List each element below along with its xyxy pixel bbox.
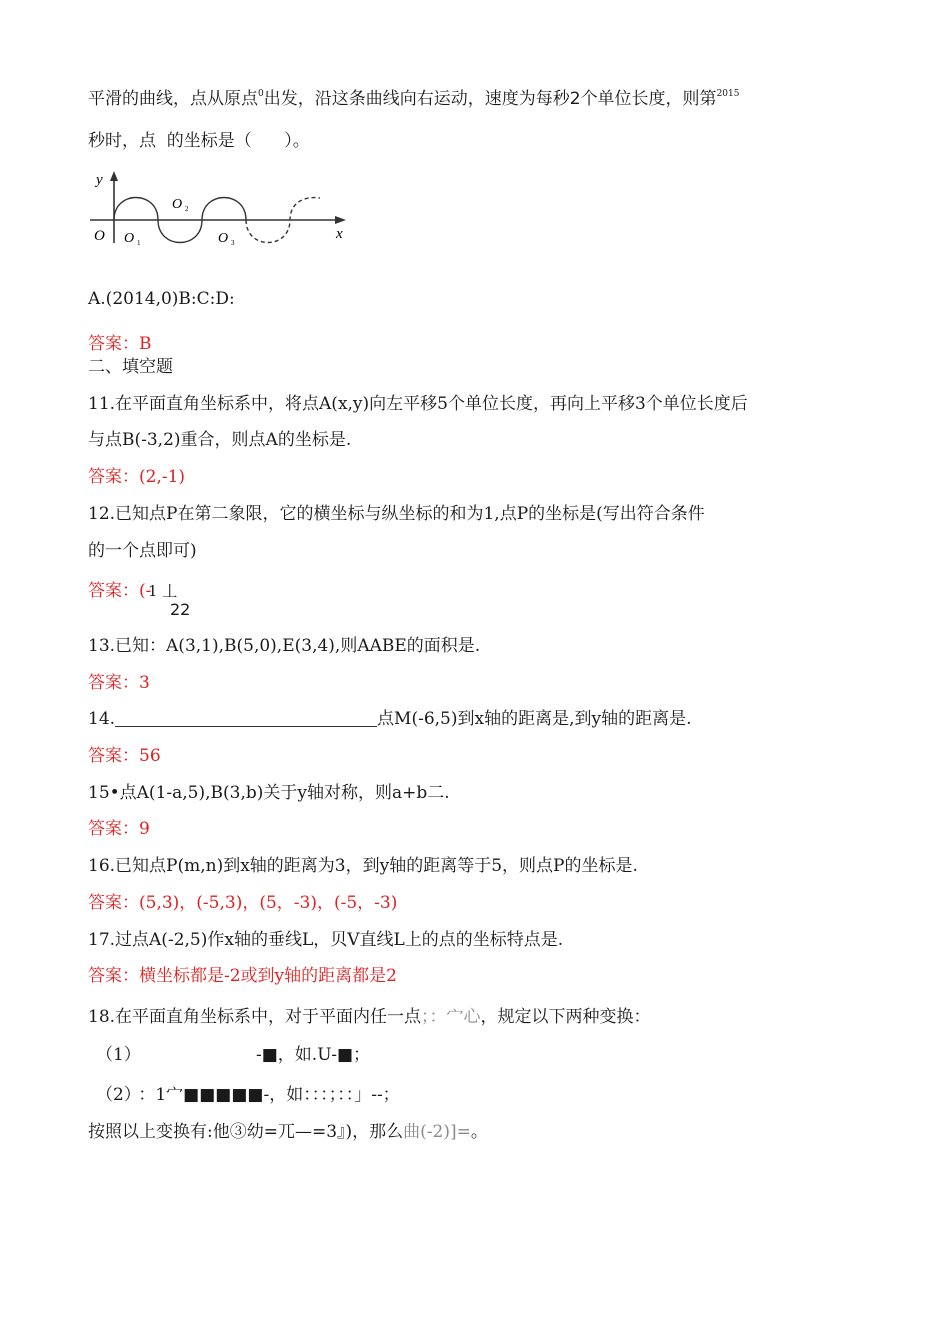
sine-curve-figure	[88, 168, 358, 248]
answer-13: 答案：3	[88, 673, 150, 693]
question-17: 17.过点A(-2,5)作x轴的垂线L，贝V直线L上的点的坐标特点是.	[88, 930, 564, 950]
line-1-text-b: 出发，沿这条曲线向右运动，速度为每秒	[263, 89, 570, 109]
question-18-last-line	[88, 1121, 488, 1143]
answer-12-fraction-top: 1 丄	[148, 582, 178, 600]
o3-sub: 3	[231, 239, 235, 247]
line-1-sup-0: 0	[258, 89, 264, 99]
answer-15: 答案：9	[88, 819, 150, 839]
answer-12-fraction-bottom: 22	[170, 600, 191, 619]
question-16: 16.已知点P(m,n)到x轴的距离为3，到y轴的距离等于5，则点P的坐标是.	[88, 856, 638, 876]
answer-10: 答案：B	[88, 334, 152, 354]
o1-label: O	[124, 231, 135, 246]
line-1-num: 2	[569, 89, 581, 109]
o3-label: O	[218, 231, 229, 246]
question-11-line-1: 11.在平面直角坐标系中，将点A(x,y)向左平移5个单位长度，再向上平移3个单位长度后	[88, 394, 748, 414]
answer-14: 答案：56	[88, 746, 161, 766]
x-axis-arrow	[335, 216, 346, 224]
answer-11: 答案：(2,-1)	[88, 467, 186, 487]
item-1-label: （1）	[96, 1045, 141, 1065]
answer-12: 答案：(-	[88, 581, 152, 601]
o1-sub: 1	[137, 239, 141, 247]
options-line: A.(2014,0)B:C:D:	[88, 289, 235, 309]
question-18-line-1	[88, 1006, 651, 1028]
answer-17: 答案：横坐标都是-2或到y轴的距离都是2	[88, 966, 397, 986]
line-1-sup-2015: 2015	[716, 89, 740, 99]
origin-label: O	[94, 228, 105, 244]
question-18-gray-text: ；：宀心	[421, 1007, 481, 1027]
answer-16: 答案：(5,3)，(-5,3)，(5，-3)，(-5，-3)	[88, 893, 398, 913]
line-2: 秒时，点 的坐标是（ ）。	[88, 131, 310, 151]
question-18-item-1-text: -■，如.U-■；	[256, 1045, 371, 1065]
question-12-line-2: 的一个点即可)	[88, 541, 197, 561]
x-label: x	[336, 226, 343, 242]
question-18-item-1	[96, 1044, 141, 1066]
line-1	[88, 88, 739, 113]
question-18-item-2	[96, 1084, 400, 1106]
last-line-text-a: 按照以上变换有:他③幼=兀—=3』)，那么	[88, 1122, 404, 1142]
question-15: 15•点A(1-a,5),B(3,b)关于y轴对称，则a+b二.	[88, 783, 450, 803]
y-axis-arrow	[110, 171, 118, 181]
question-14-number: 14.	[88, 709, 116, 729]
question-14-text: 点M(-6,5)到x轴的距离是,到y轴的距离是.	[377, 709, 692, 729]
question-14-blank[interactable]	[115, 708, 377, 727]
item-2-label: （2）	[96, 1085, 133, 1105]
question-14	[88, 708, 692, 730]
question-12-line-1: 12.已知点P在第二象限，它的横坐标与纵坐标的和为1,点P的坐标是(写出符合条件	[88, 504, 705, 524]
last-line-text-b: 。	[470, 1122, 488, 1142]
last-line-gray: 曲(-2)]=	[403, 1122, 471, 1142]
item-2-text: ：1宀■■■■■-，如：：：；：：」--；	[138, 1085, 400, 1105]
question-11-line-2: 与点B(-3,2)重合，则点A的坐标是.	[88, 430, 352, 450]
question-18-text-b: ，规定以下两种变换：	[480, 1007, 651, 1027]
line-1-text-c: 个单位长度，则第	[580, 89, 717, 109]
question-13: 13.已知：A(3,1),B(5,0),E(3,4),则AABE的面积是.	[88, 636, 481, 656]
o2-label: O	[172, 197, 183, 212]
y-label: y	[96, 172, 103, 188]
question-18-text-a: 18.在平面直角坐标系中，对于平面内任一点	[88, 1007, 422, 1027]
section-heading: 二、填空题	[88, 357, 173, 377]
line-1-text-a: 平滑的曲线，点从原点	[88, 89, 258, 109]
o2-sub: 2	[185, 205, 189, 213]
